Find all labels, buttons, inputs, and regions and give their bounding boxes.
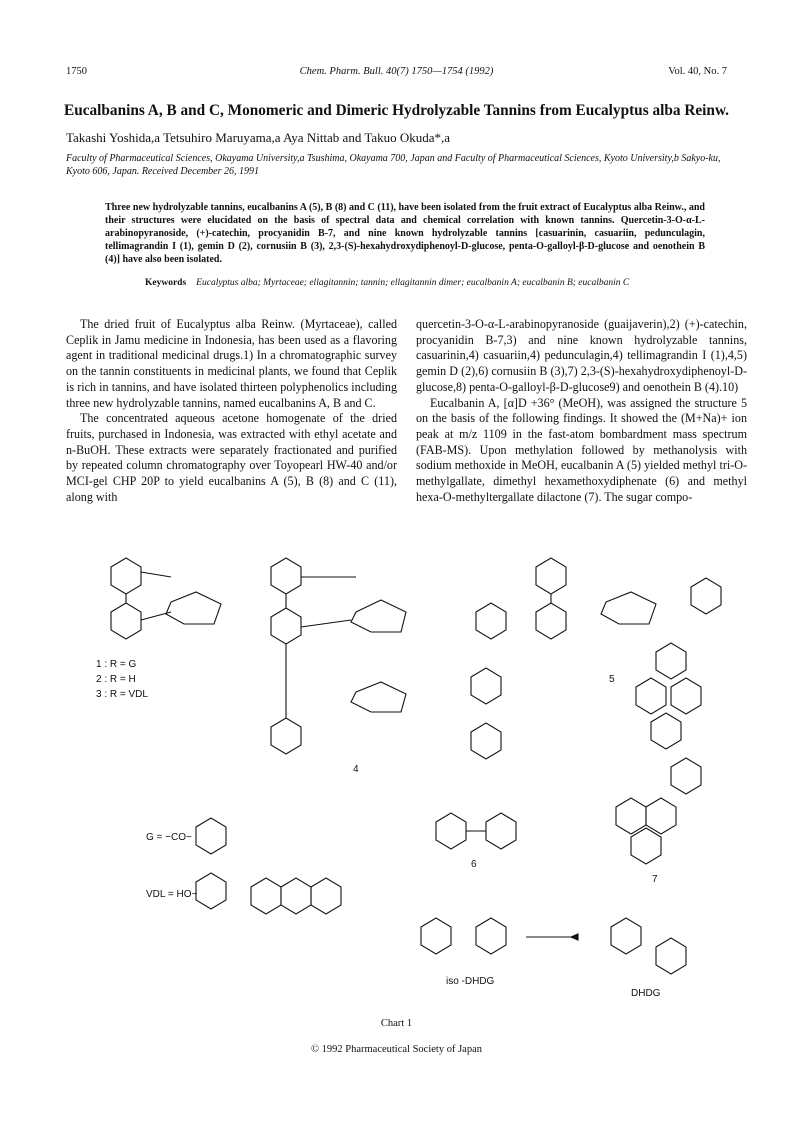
article-title: Eucalbanins A, B and C, Monomeric and Dimeric Hydrolyzable Tannins from Eucalyptus alba Reinw. (64, 102, 729, 119)
copyright-notice: © 1992 Pharmaceutical Society of Japan (311, 1044, 482, 1055)
structure-7 (616, 758, 701, 864)
label-dhdg: DHDG (631, 988, 661, 999)
structure-4 (271, 558, 506, 759)
keywords (145, 278, 745, 288)
structure-5 (536, 558, 721, 749)
author-list: Takashi Yoshida,a Tetsuhiro Maruyama,a Aya Nittab and Takuo Okuda*,a (66, 130, 451, 145)
label-r2: 2 : R = H (96, 674, 136, 685)
body-column-right (416, 317, 747, 505)
abstract: Three new hydrolyzable tannins, eucalbanins A (5), B (8) and C (11), have been isolated from the fruit extract of Eucalyptus alba Reinw., and their structures were elucidated on the basis of spectral data and chemical correlation with known tannins. Quercetin-3-O-α-L-arabinopyranoside, (+)-catechin, procyanidin B-7, and nine known hydrolyzable tannins [casuarinin, casuariin, pedunculagin, tellimagrandin I (1), gemin D (2), cornusiin B (3), 2,3-(S)-hexahydroxydiphenoyl-D-glucose, penta-O-galloyl-β-D-glucose and oenothein B (4)] have also been isolated. (105, 202, 705, 266)
structure-dhdg (421, 918, 686, 974)
paragraph: The concentrated aqueous acetone homogenate of the dried fruits, purchased in Indonesia, was extracted with ethyl acetate and n-BuOH. These extracts were separately fractionated and purified by repeated column chromatography over Toyopearl HW-40 and/or MCI-gel CHP 20P to yield eucalbanins A (5), B (8) and C (11), along with (66, 411, 397, 504)
label-g: G = −CO− (146, 832, 192, 843)
label-r3: 3 : R = VDL (96, 689, 148, 700)
paragraph: Eucalbanin A, [α]D +36° (MeOH), was assigned the structure 5 on the basis of the following findings. It showed the (M+Na)+ ion peak at m/z 1109 in the fast-atom bombardment mass spectrum (FAB-MS). Upon methylation followed by methanolysis with sodium methoxide in MeOH, eucalbanin A (5) yielded methyl tri-O-methylgallate, dimethyl hexamethoxydiphenate (6) and methyl hexa-O-methyltergallate dilactone (7). The sugar compo- (416, 395, 747, 504)
journal-citation: Chem. Pharm. Bull. 40(7) 1750—1754 (1992) (299, 66, 494, 77)
page-number: 1750 (66, 66, 87, 77)
affiliation: Faculty of Pharmaceutical Sciences, Okayama University,a Tsushima, Okayama 700, Japan and Faculty of Pharmaceutical Sciences, Kyoto University,b Sakyo-ku, Kyoto 606, Japan. Received December 26, 1991 (66, 153, 721, 177)
keywords-label: Keywords (145, 278, 187, 288)
structure-g-vdl (196, 818, 341, 914)
paragraph: The dried fruit of Eucalyptus alba Reinw. (Myrtaceae), called Ceplik in Jamu medicine in Indonesia, has been used as a flavoring agent in traditional medicinal drugs.1) In a chromatographic survey on the tannin constituents in medicinal plants, we found that Ceplik is rich in tannins, and have isolated thirteen polyphenolics including three new hydrolyzable tannins, named eucalbanins A, B and C. (66, 317, 397, 410)
label-iso-dhdg: iso -DHDG (446, 976, 495, 987)
label-7: 7 (652, 874, 658, 885)
label-5: 5 (609, 674, 615, 685)
body-column-left (66, 317, 397, 505)
label-6: 6 (471, 859, 477, 870)
keywords-text: Eucalyptus alba; Myrtaceae; ellagitannin; tannin; ellagitannin dimer; eucalbanin A; eucalbanin B; eucalbanin C (196, 278, 630, 288)
chart-caption: Chart 1 (380, 1018, 413, 1029)
structure-1-3 (111, 558, 221, 639)
structure-6 (436, 813, 516, 849)
label-vdl: VDL = HO− (146, 889, 198, 900)
paragraph: quercetin-3-O-α-L-arabinopyranoside (guaijaverin),2) (+)-catechin, procyanidin B-7,3) and nine known hydrolyzable tannins, casuarinin,4) casuariin,4) pedunculagin,4) tellimagrandin I (1),4,5) gemin D (2),6) cornusiin B (3),7) 2,3-(S)-hexahydroxydiphenoyl-D-glucose,8) penta-O-galloyl-β-D-glucose9) and oenothein B (4).10) (416, 317, 747, 394)
label-4: 4 (353, 764, 359, 775)
label-r1: 1 : R = G (96, 659, 137, 670)
volume-issue: Vol. 40, No. 7 (668, 66, 727, 77)
structures-chart (56, 532, 746, 1012)
